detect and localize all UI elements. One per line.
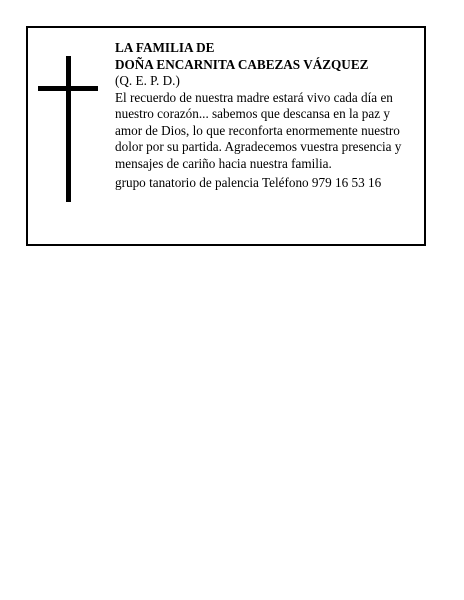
- obituary-notice: [26, 26, 426, 246]
- funeral-home-contact: grupo tanatorio de palencia Teléfono 979 16 53 16: [115, 175, 382, 190]
- notice-text-block: [115, 40, 417, 192]
- rip-abbreviation: (Q. E. P. D.): [115, 73, 180, 88]
- cross-horizontal-bar: [38, 86, 98, 91]
- latin-cross-icon: [38, 56, 98, 202]
- cross-vertical-bar: [66, 56, 71, 202]
- deceased-name: DOÑA ENCARNITA CABEZAS VÁZQUEZ: [115, 56, 369, 72]
- family-heading: LA FAMILIA DE: [115, 40, 215, 55]
- condolence-message: El recuerdo de nuestra madre estará vivo cada día en nuestro corazón... sabemos que descansa en la paz y amor de Dios, lo que reconforta enormemente nuestro dolor por su partida. Agradecemos vuestra presencia y mensajes de cariño hacia nuestra familia.: [115, 89, 402, 171]
